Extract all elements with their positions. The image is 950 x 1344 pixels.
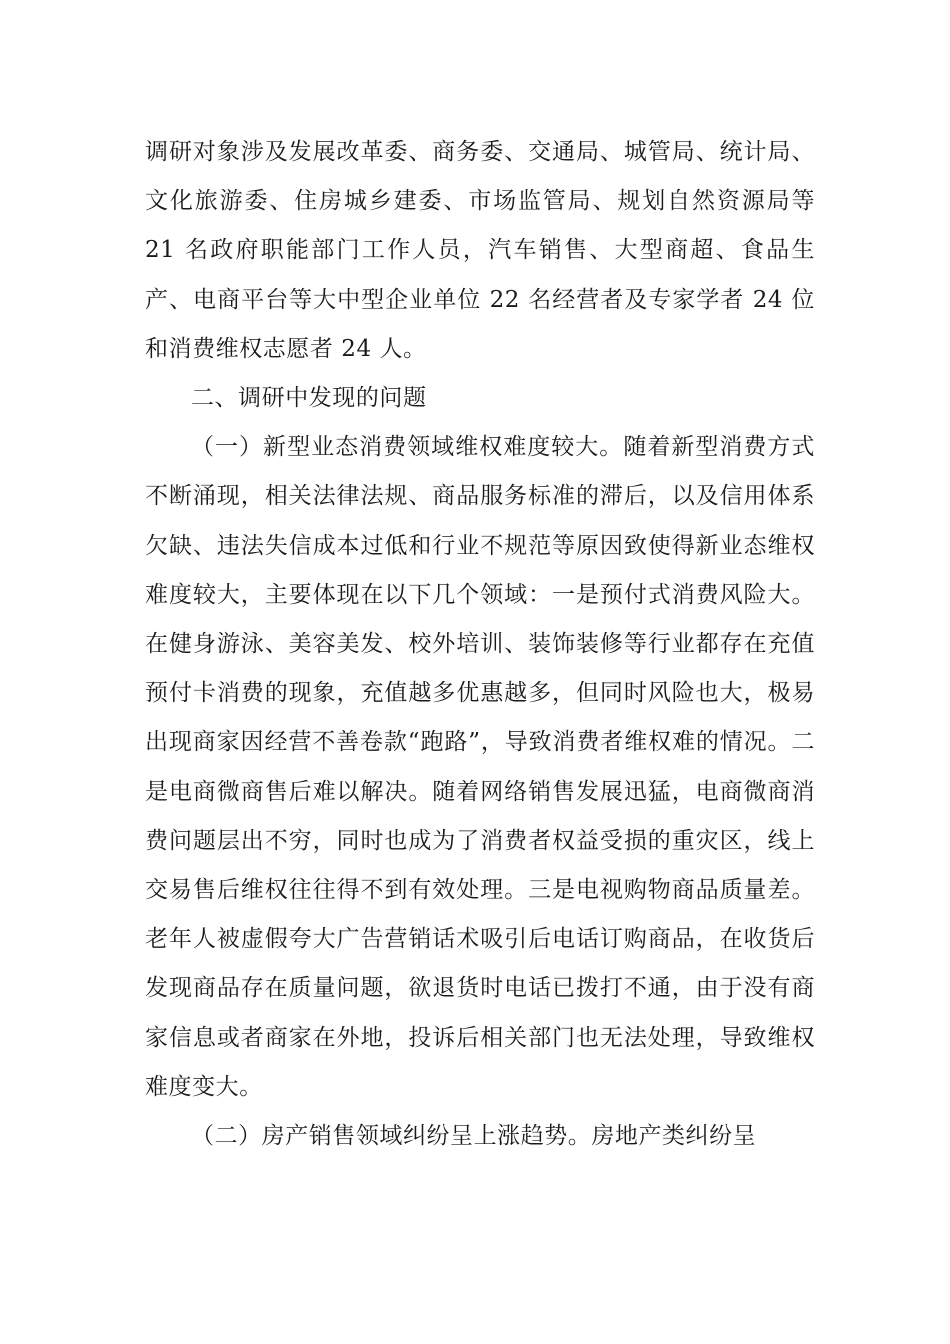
paragraph-problem-2: （二）房产销售领域纠纷呈上涨趋势。房地产类纠纷呈 (191, 1123, 757, 1150)
paragraph-intro-continued: 调研对象涉及发展改革委、商务委、交通局、城管局、统计局、文化旅游委、住房城乡建委、市场监管局、规划自然资源局等 21 名政府职能部门工作人员，汽车销售、大型商超、食品生产、电商平台等大中型企业单位 22 名经营者及专家学者 24 位和消费维权志愿者 24 人。 (145, 139, 815, 362)
paragraph-problem-1: （一）新型业态消费领域维权难度较大。随着新型消费方式不断涌现，相关法律法规、商品服务标准的滞后，以及信用体系欠缺、违法失信成本过低和行业不规范等原因致使得新业态维权难度较大，主要体现在以下几个领域：一是预付式消费风险大。在健身游泳、美容美发、校外培训、装饰装修等行业都存在充值预付卡消费的现象，充值越多优惠越多，但同时风险也大，极易出现商家因经营不善卷款“跑路”，导致消费者维权难的情况。二是电商微商售后难以解决。随着网络销售发展迅猛，电商微商消费问题层出不穷，同时也成为了消费者权益受损的重灾区，线上交易售后维权往往得不到有效处理。三是电视购物商品质量差。老年人被虚假夸大广告营销话术吸引后电话订购商品，在收货后发现商品存在质量问题，欲退货时电话已拨打不通，由于没有商家信息或者商家在外地，投诉后相关部门也无法处理，导致维权难度变大。 (145, 434, 815, 1100)
section-heading-problems: 二、调研中发现的问题 (191, 385, 427, 412)
document-body (145, 128, 815, 1161)
